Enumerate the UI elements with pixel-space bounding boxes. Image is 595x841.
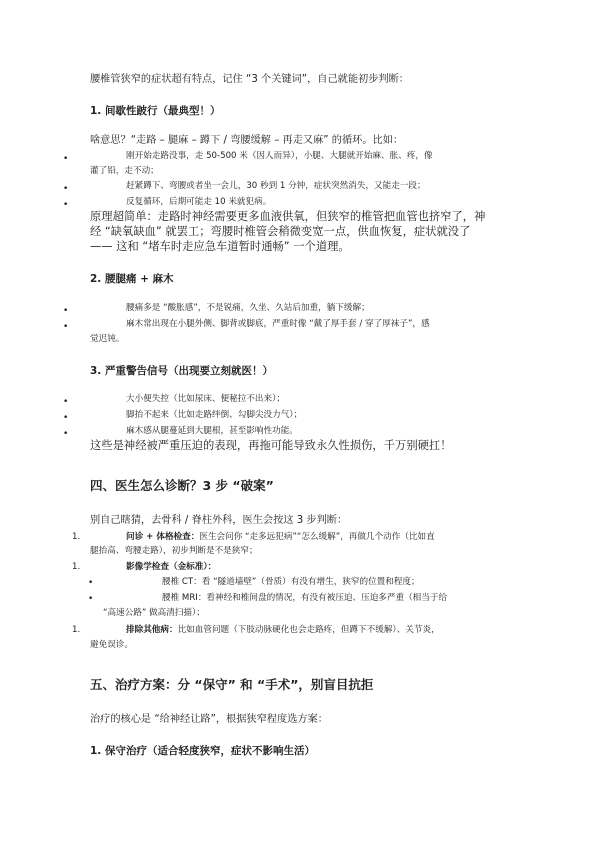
list-item-line: 脚抬不起来（比如走路绊倒、勾脚尖没力气）； <box>126 410 303 420</box>
intro-paragraph: 腰椎管狭窄的症状超有特点，记住 “3 个关键词”，自己就能初步判断： <box>90 74 409 85</box>
bullet-icon: • <box>63 200 69 210</box>
diagnosis-intro: 别自己瞎猜，去骨科 / 脊柱外科，医生会按这 3 步判断： <box>90 515 348 526</box>
chapter-heading-treatment: 五、治疗方案：分 “保守” 和 “手术”，别盲目抗拒 <box>90 677 374 692</box>
list-item-line: 刚开始走路没事，走 50-500 米（因人而异），小腿、大腿就开始麻、胀、疼，像 <box>126 151 433 161</box>
item-label: 影像学检查（金标准）： <box>126 562 217 572</box>
bullet-icon: • <box>63 306 69 316</box>
list-item-line: 避免误诊。 <box>90 640 133 650</box>
bullet-icon: • <box>88 594 94 604</box>
bullet-icon: • <box>63 154 69 164</box>
list-item-line: 腰痛多是 “酸胀感”，不是锐痛，久坐、久站后加重，躺下缓解； <box>126 303 370 313</box>
section-heading-conservative: 1. 保守治疗（适合轻度狭窄，症状不影响生活） <box>90 745 315 757</box>
treatment-intro: 治疗的核心是 “给神经让路”，根据狭窄程度选方案： <box>90 714 328 725</box>
item-label: 排除其他病： <box>126 625 178 635</box>
list-item-line: 赶紧蹲下、弯腰或者坐一会儿，30 秒到 1 分钟，症状突然消失，又能走一段； <box>126 181 426 191</box>
list-item-line: 大小便失控（比如尿床、便秘拉不出来）； <box>126 394 285 404</box>
explain-line: 原理超简单：走路时神经需要更多血液供氧，但狭窄的椎管把血管也挤窄了，神 <box>90 210 486 223</box>
list-item-line: 反复循环，后期可能走 10 米就犯病。 <box>126 197 272 207</box>
claudication-intro: 啥意思？“走路 – 腿麻 – 蹲下 / 弯腰缓解 – 再走又麻” 的循环。比如： <box>90 135 404 146</box>
bullet-icon: • <box>63 184 69 194</box>
bullet-icon: • <box>63 413 69 423</box>
list-item-line <box>126 531 435 543</box>
list-number: 1. <box>72 625 81 635</box>
sub-item-line: 腰椎 MRI：看神经和椎间盘的情况，有没有被压迫、压迫多严重（相当于给 <box>162 593 448 603</box>
explain-line: 经 “缺氧缺血” 就罢工；弯腰时椎管会稍微变宽一点，供血恢复，症状就没了 <box>90 225 471 238</box>
sub-item-line: 腰椎 CT：看 “隧道墙壁”（骨质）有没有增生，狭窄的位置和程度； <box>162 577 420 587</box>
list-number: 1. <box>72 562 81 572</box>
section-heading-warning-signs: 3. 严重警告信号（出现要立刻就医！） <box>90 365 273 377</box>
list-item-line: 麻木感从腿蔓延到大腿根，甚至影响性功能。 <box>126 426 298 436</box>
bullet-icon: • <box>63 322 69 332</box>
list-item-line: 灌了铅，走不动； <box>90 166 159 176</box>
chapter-heading-diagnosis: 四、医生怎么诊断？3 步 “破案” <box>90 478 274 493</box>
list-item-line: 腿抬高、弯腰走路），初步判断是不是狭窄； <box>90 546 258 556</box>
item-label: 问诊 + 体格检查： <box>126 532 200 542</box>
bullet-icon: • <box>63 429 69 439</box>
section-heading-intermittent-claudication: 1. 间歇性跛行（最典型！） <box>90 105 221 117</box>
warning-note: 这些是神经被严重压迫的表现，再拖可能导致永久性损伤，千万别硬扛！ <box>90 439 452 452</box>
item-text: 医生会问你 “走多远犯病”“怎么缓解”，再做几个动作（比如直 <box>199 532 435 542</box>
sub-item-line: “高速公路” 做高清扫描）； <box>103 608 205 618</box>
list-item-line <box>126 624 440 636</box>
bullet-icon: • <box>63 397 69 407</box>
list-item-line: 觉迟钝。 <box>90 334 125 344</box>
item-text: 比如血管问题（下肢动脉硬化也会走路疼，但蹲下不缓解）、关节炎， <box>177 625 440 635</box>
list-number: 1. <box>72 532 81 542</box>
list-item-line: 麻木常出现在小腿外侧、脚背或脚底，严重时像 “戴了厚手套 / 穿了厚袜子”，感 <box>126 319 430 329</box>
explain-line: —— 这和 “堵车时走应急车道暂时通畅” 一个道理。 <box>90 240 350 253</box>
bullet-icon: • <box>88 578 94 588</box>
section-heading-back-leg-pain: 2. 腰腿痛 + 麻木 <box>90 273 174 285</box>
